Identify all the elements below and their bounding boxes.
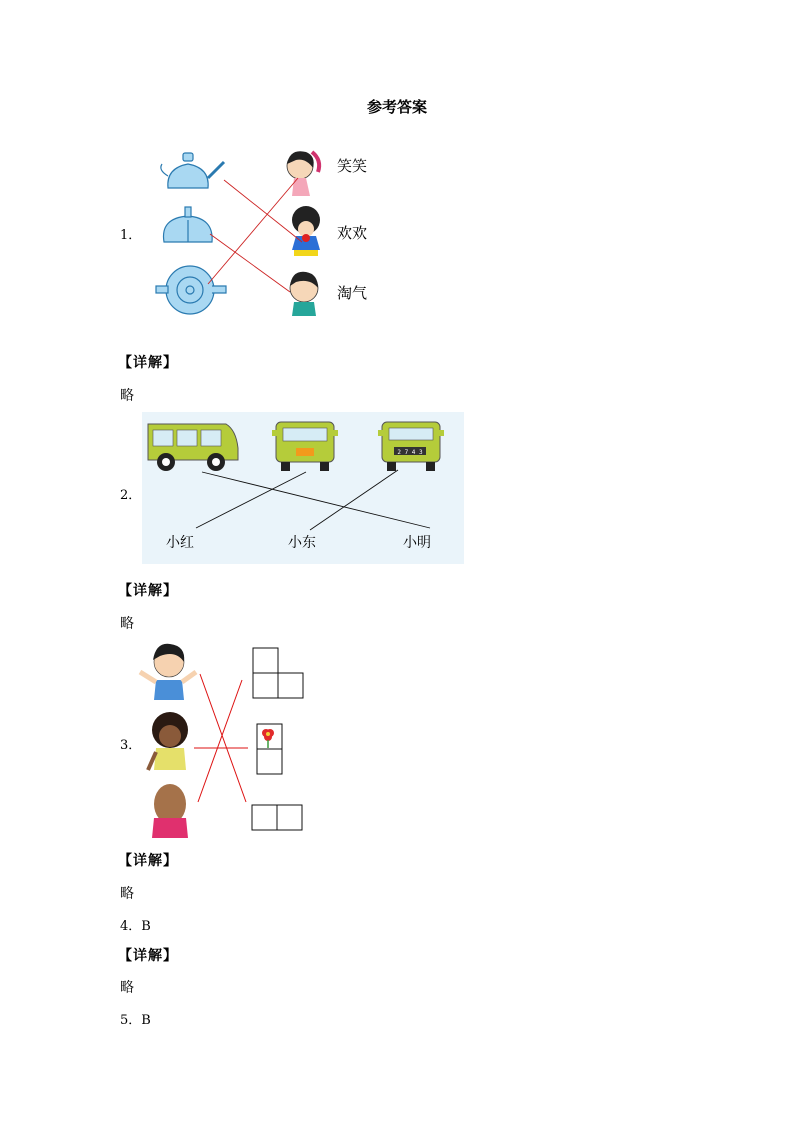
flower-icon <box>262 729 274 748</box>
q2-number: 2． <box>120 488 142 503</box>
page-title: 参考答案 <box>366 98 427 116</box>
q4-detail-label: 【详解】 <box>118 948 178 964</box>
q4-detail-text: 略 <box>120 980 134 996</box>
name-huanhuan: 欢欢 <box>337 224 368 242</box>
girl-curly-icon <box>148 712 188 770</box>
q2-detail-text: 略 <box>120 616 134 632</box>
name-taoqi: 淘气 <box>337 284 368 302</box>
q2-detail-label: 【详解】 <box>118 583 178 599</box>
name-xiaodong: 小东 <box>288 535 316 551</box>
q1-detail-text: 略 <box>120 388 134 404</box>
q3-line-1 <box>200 674 246 802</box>
license-plate: 2 7 4 3 <box>397 449 423 456</box>
name-xiaoming: 小明 <box>403 535 431 551</box>
q1-number: 1． <box>120 228 142 243</box>
grid-l-shape <box>253 648 303 698</box>
q1-detail-label: 【详解】 <box>118 355 178 371</box>
q4-answer: 4．B <box>120 919 151 934</box>
name-xiaoxiao: 笑笑 <box>337 157 368 175</box>
q3-number: 3． <box>120 738 142 753</box>
q5-answer: 5．B <box>120 1013 151 1028</box>
q3-line-3 <box>198 680 242 802</box>
name-xiaohong: 小红 <box>166 535 194 551</box>
girl-back-icon <box>152 784 188 838</box>
q3-detail-label: 【详解】 <box>118 853 178 869</box>
grid-horizontal <box>252 805 302 830</box>
q3-detail-text: 略 <box>120 886 134 902</box>
boy-waving-icon <box>140 644 196 700</box>
